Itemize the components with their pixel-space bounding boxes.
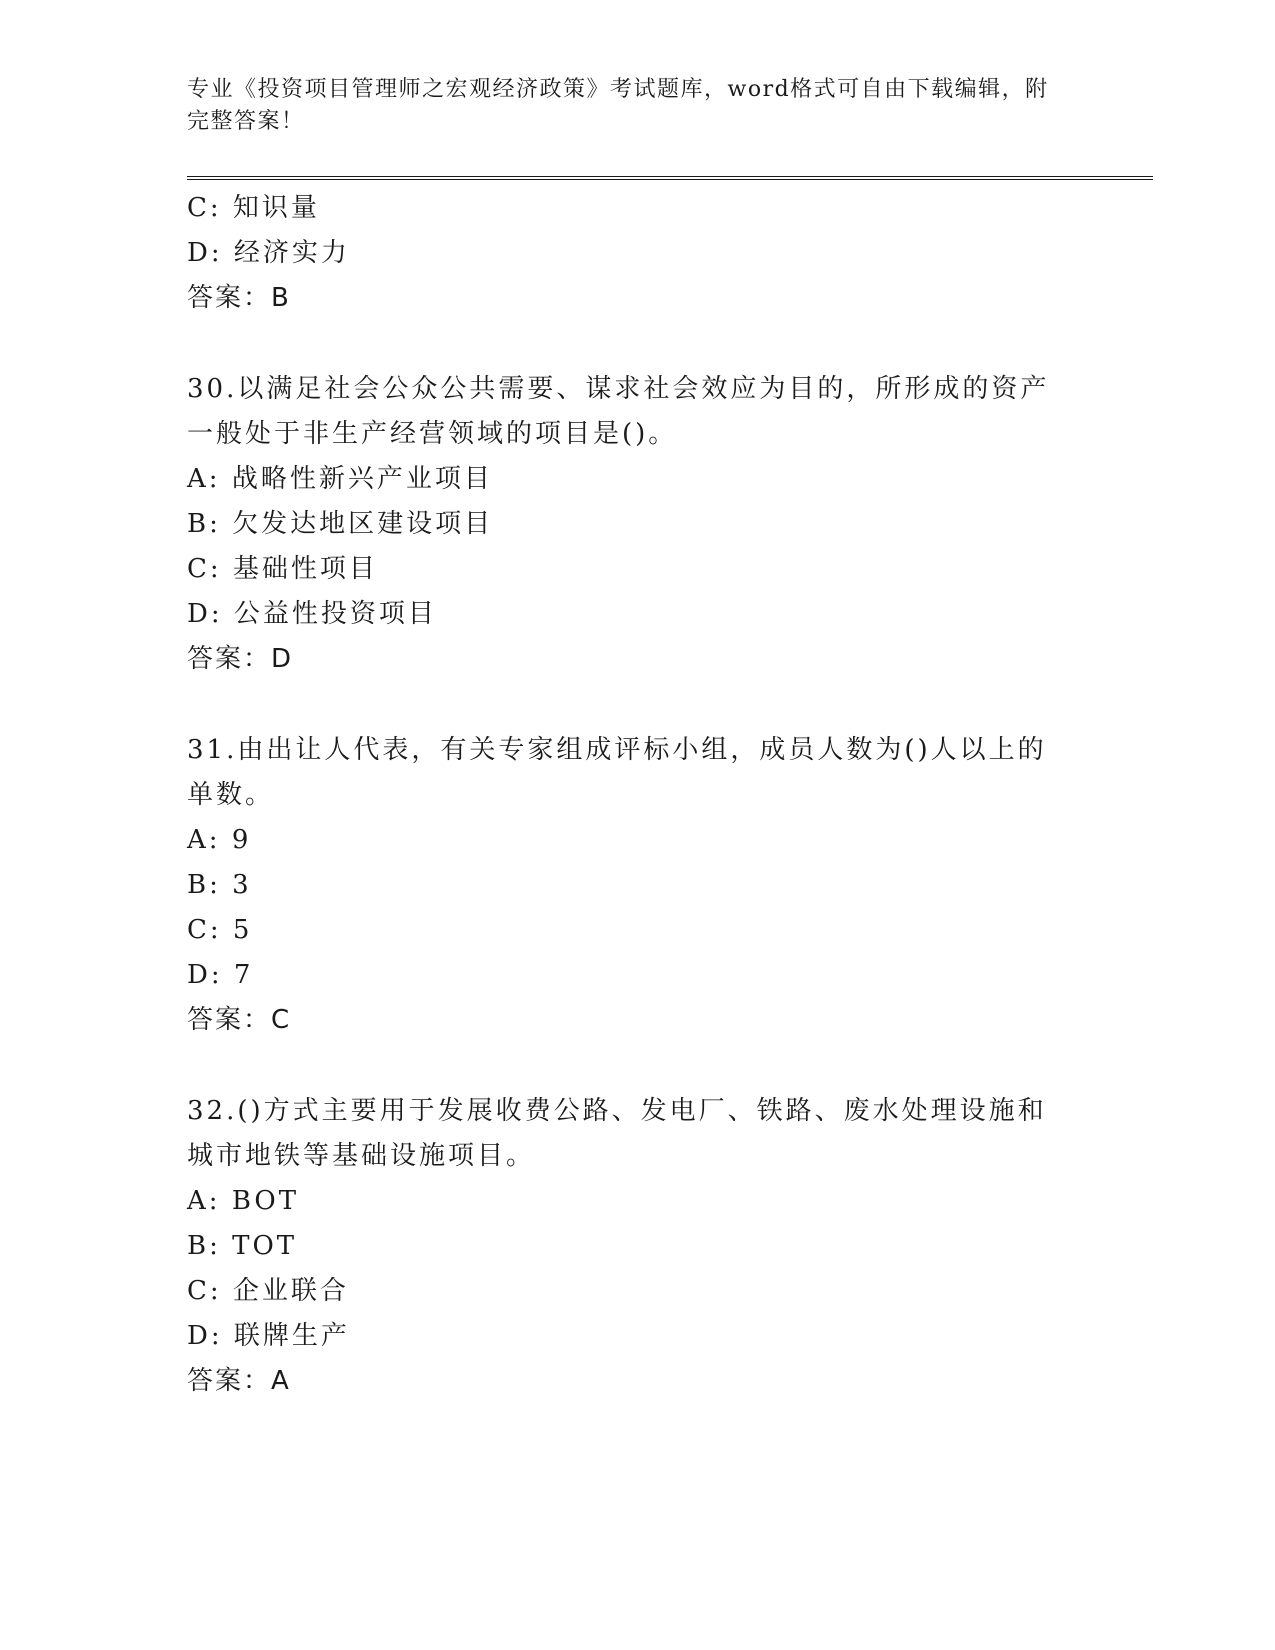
answer-line: 答案：A xyxy=(187,1366,291,1396)
question-30 xyxy=(187,367,1153,682)
option-b: B: TOT xyxy=(187,1231,298,1261)
option-c: C: 5 xyxy=(187,915,253,945)
document-page xyxy=(187,0,1153,1404)
header-divider xyxy=(187,176,1153,180)
question-31 xyxy=(187,728,1153,1043)
option-b: B: 3 xyxy=(187,870,252,900)
option-d: D: 经济实力 xyxy=(187,238,350,268)
option-d: D: 公益性投资项目 xyxy=(187,599,437,629)
answer-line: 答案：B xyxy=(187,283,291,313)
question-text: 32.()方式主要用于发展收费公路、发电厂、铁路、废水处理设施和城市地铁等基础设施项目。 xyxy=(187,1096,1047,1171)
option-a: A: 9 xyxy=(187,825,252,855)
option-a: A: BOT xyxy=(187,1186,300,1216)
document-content xyxy=(187,186,1153,1404)
option-c: C: 企业联合 xyxy=(187,1276,349,1306)
question-continued xyxy=(187,186,1153,321)
option-b: B: 欠发达地区建设项目 xyxy=(187,509,494,539)
question-text: 31.由出让人代表，有关专家组成评标小组，成员人数为()人以上的单数。 xyxy=(187,735,1047,810)
page-header: 专业《投资项目管理师之宏观经济政策》考试题库，word格式可自由下载编辑，附完整答案！ xyxy=(187,77,1049,134)
answer-line: 答案：C xyxy=(187,1005,292,1035)
answer-line: 答案：D xyxy=(187,644,294,674)
option-a: A: 战略性新兴产业项目 xyxy=(187,464,493,494)
option-d: D: 联牌生产 xyxy=(187,1321,350,1351)
option-c: C: 基础性项目 xyxy=(187,554,378,584)
option-c: C: 知识量 xyxy=(187,193,320,223)
question-32 xyxy=(187,1089,1153,1404)
option-d: D: 7 xyxy=(187,960,254,990)
question-text: 30.以满足社会公众公共需要、谋求社会效应为目的，所形成的资产一般处于非生产经营领域的项目是()。 xyxy=(187,374,1050,449)
